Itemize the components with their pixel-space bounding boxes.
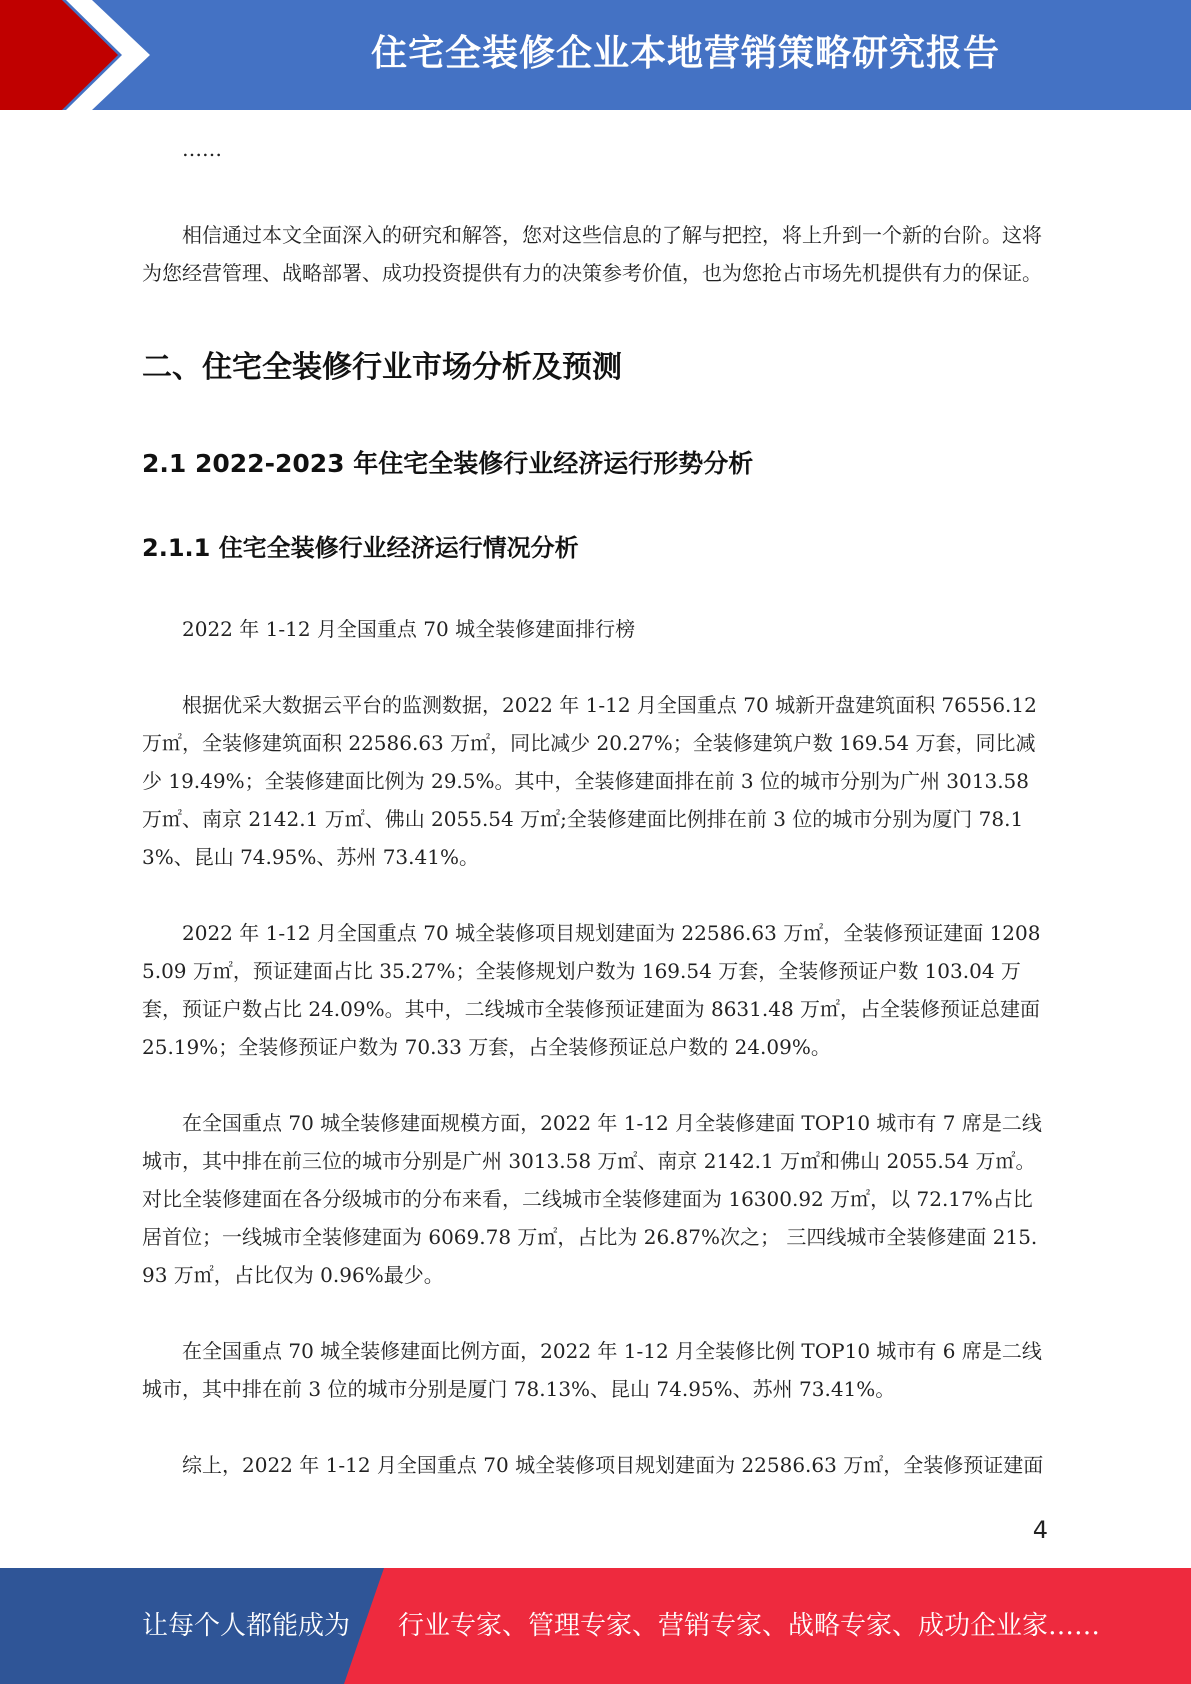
body-paragraph: 2022 年 1-12 月全国重点 70 城全装修项目规划建面为 22586.63 万㎡，全装修预证建面 12085.09 万㎡，预证建面占比 35.27%；全装修规划户数为 169.54 万套，全装修预证户数 103.04 万套，预证户数占比 24.09%。其中，二线城市全装修预证建面为 8631.48 万㎡，占全装修预证总建面 25.19%；全装修预证户数为 70.33 万套，占全装修预证总户数的 24.09%。 [142,921,1041,1059]
page-content [142,130,1048,1484]
body-paragraph: 在全国重点 70 城全装修建面规模方面，2022 年 1-12 月全装修建面 TOP10 城市有 7 席是二线城市，其中排在前三位的城市分别是广州 3013.58 万㎡、南京 2142.1 万㎡和佛山 2055.54 万㎡。对比全装修建面在各分级城市的分布来看，二线城市全装修建面为 16300.92 万㎡，以 72.17%占比居首位；一线城市全装修建面为 6069.78 万㎡，占比为 26.87%次之； 三四线城市全装修建面 215.93 万㎡，占比仅为 0.96%最少。 [142,1111,1042,1287]
body-paragraph: 综上，2022 年 1-12 月全国重点 70 城全装修项目规划建面为 22586.63 万㎡，全装修预证建面 [182,1453,1044,1477]
footer-slogan-left: 让每个人都能成为 [142,1611,351,1641]
body-paragraph: 2022 年 1-12 月全国重点 70 城全装修建面排行榜 [182,617,636,641]
body-paragraph: 在全国重点 70 城全装修建面比例方面，2022 年 1-12 月全装修比例 TOP10 城市有 6 席是二线城市，其中排在前 3 位的城市分别是厦门 78.13%、昆山 74.95%、苏州 73.41%。 [142,1339,1042,1401]
header-title: 住宅全装修企业本地营销策略研究报告 [370,33,1000,74]
subsection-heading: 2.1 2022-2023 年住宅全装修行业经济运行形势分析 [142,449,754,478]
page-number: 4 [1032,1516,1048,1544]
page-footer [0,1568,1191,1684]
page-header [0,0,1191,110]
body-paragraph: 根据优采大数据云平台的监测数据，2022 年 1-12 月全国重点 70 城新开盘建筑面积 76556.12 万㎡，全装修建筑面积 22586.63 万㎡，同比减少 20.27%；全装修建筑户数 169.54 万套，同比减少 19.49%；全装修建面比例为 29.5%。其中，全装修建面排在前 3 位的城市分别为广州 3013.58 万㎡、南京 2142.1 万㎡、佛山 2055.54 万㎡;全装修建面比例排在前 3 位的城市分别为厦门 78.13%、昆山 74.95%、苏州 73.41%。 [142,693,1037,869]
header-arrow-decoration [0,0,160,110]
section-heading: 二、住宅全装修行业市场分析及预测 [142,350,622,385]
ellipsis-text: …… [182,137,222,161]
footer-slogan-right: 行业专家、管理专家、营销专家、战略专家、成功企业家…… [398,1611,1101,1641]
sub-subsection-heading: 2.1.1 住宅全装修行业经济运行情况分析 [142,534,579,562]
intro-paragraph: 相信通过本文全面深入的研究和解答，您对这些信息的了解与把控，将上升到一个新的台阶。这将为您经营管理、战略部署、成功投资提供有力的决策参考价值，也为您抢占市场先机提供有力的保证。 [142,223,1042,285]
